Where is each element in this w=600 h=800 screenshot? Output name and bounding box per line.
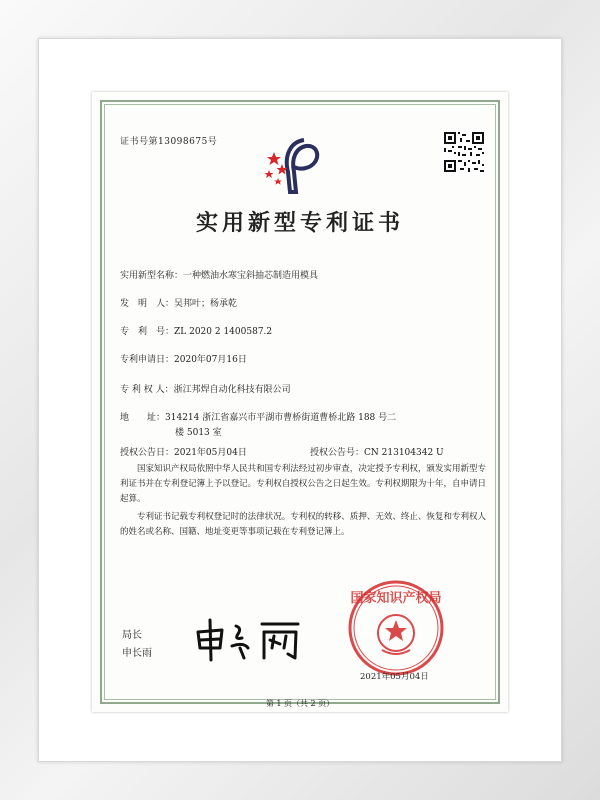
official-seal-icon	[346, 578, 446, 678]
field-value: CN 213104342 U	[364, 448, 444, 458]
field-label: 专利申请日：	[120, 355, 175, 365]
field-value: 吴邦叶；杨承乾	[174, 299, 238, 309]
paragraph-grant-notice: 国家知识产权局依照中华人民共和国专利法经过初步审查，决定授予专利权，颁发实用新型专利证书并在专利登记簿上予以登记。专利权自授权公告之日起生效。专利权期限为十年，自申请日起算。	[120, 464, 486, 504]
field-value: 2021年05月04日	[174, 448, 247, 458]
field-value: 浙江邦焊自动化科技有限公司	[173, 385, 291, 395]
field-value: 一种燃油水寒宝斜抽芯制造用模具	[183, 271, 319, 281]
field-label: 发 明 人：	[120, 299, 175, 309]
field-value: 楼 5013 室	[175, 428, 222, 438]
director-signature	[192, 614, 307, 664]
field-label: 专 利 号：	[120, 327, 175, 337]
page-number: 第 1 页（共 2 页）	[265, 699, 335, 708]
seal-text: 国家知识产权局	[350, 591, 442, 606]
field-patentee	[120, 382, 291, 395]
field-label: 专 利 权 人：	[120, 385, 174, 395]
field-label: 授权公告日：	[120, 448, 175, 458]
field-grant-number	[310, 445, 444, 458]
field-grant-date	[120, 445, 247, 458]
patent-office-emblem-icon	[260, 134, 330, 196]
field-application-date	[120, 352, 247, 365]
director-title: 局长	[122, 630, 142, 641]
field-address-continued	[175, 425, 222, 438]
field-address	[120, 410, 396, 423]
field-label: 地 址：	[120, 413, 166, 423]
certificate-title: 实用新型专利证书	[195, 210, 404, 236]
field-utility-model-name	[120, 268, 318, 281]
field-label: 实用新型名称：	[120, 271, 184, 281]
field-value: ZL 2020 2 1400587.2	[174, 327, 273, 337]
director-name: 申长雨	[122, 648, 152, 659]
qr-code-icon	[442, 130, 486, 174]
certificate-number: 证书号第13098675号	[120, 137, 218, 147]
field-patent-number	[120, 324, 272, 337]
paragraph-legal-status: 专利证书记载专利权登记时的法律状况。专利权的转移、质押、无效、终止、恢复和专利权人的姓名或名称、国籍、地址变更等事项记载在专利登记簿上。	[120, 512, 486, 537]
field-value: 2020年07月16日	[174, 355, 247, 365]
seal-date: 2021年05月04日	[360, 672, 429, 682]
field-value: 314214 浙江省嘉兴市平湖市曹桥街道曹桥北路 188 号二	[165, 413, 397, 423]
field-inventors	[120, 296, 237, 309]
field-label: 授权公告号：	[310, 448, 365, 458]
certificate-paper	[92, 92, 508, 712]
